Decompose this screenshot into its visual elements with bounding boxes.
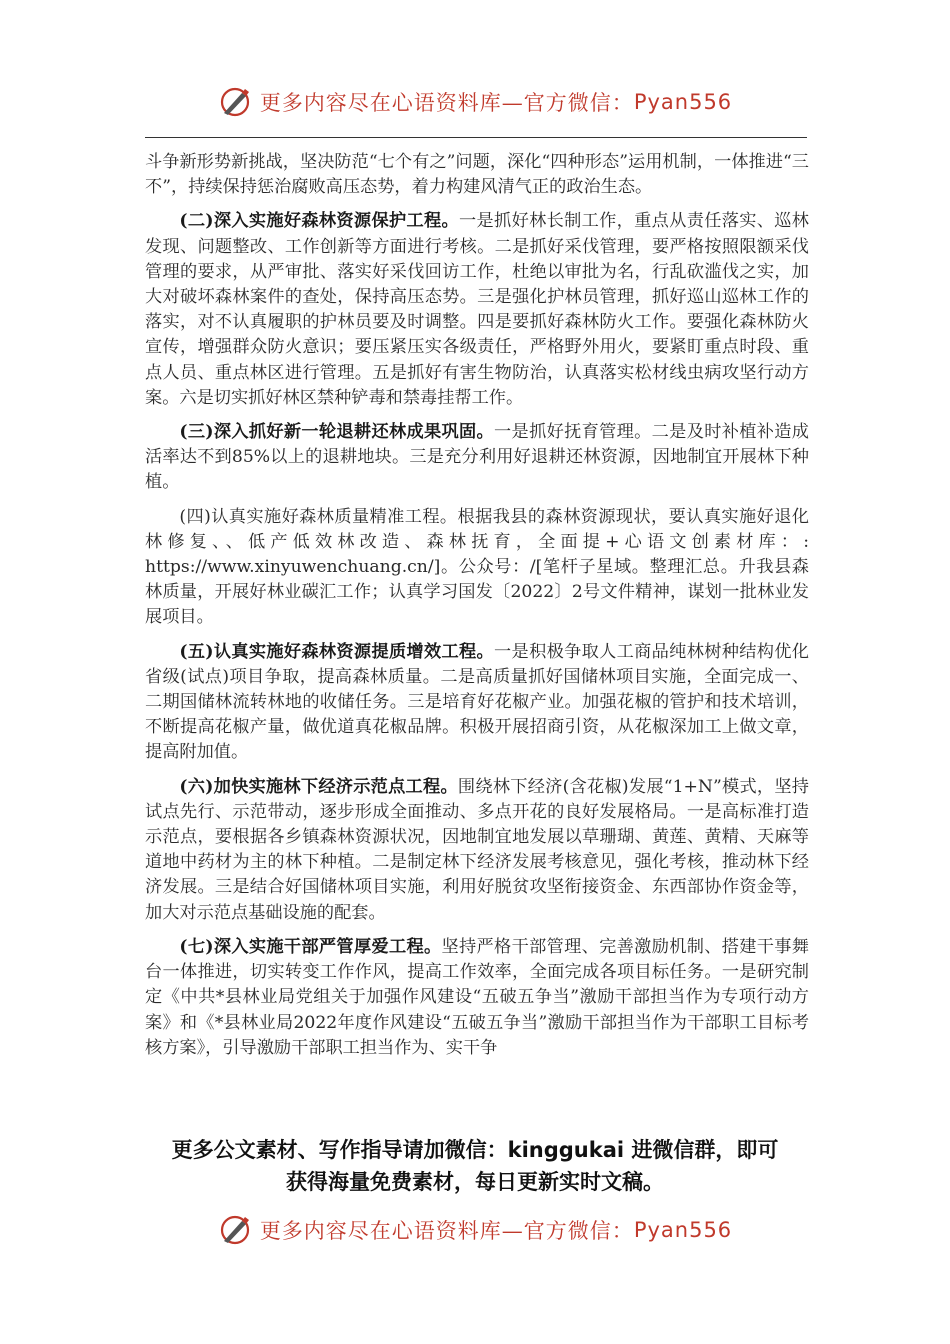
header-divider: [145, 137, 807, 138]
header-banner: [0, 80, 950, 124]
notice-line-2: 获得海量免费素材，每日更新实时文稿。: [286, 1170, 664, 1194]
paragraph-body: 一是抓好抚育管理。二是及时补植补造成活率达不到85%以上的退耕地块。三是充分利用好退耕还林资源，因地制宜开展林下种植。: [145, 422, 809, 493]
paragraph-body: (四)认真实施好森林质量精准工程。根据我县的森林资源现状，要认真实施好退化林修复、、低产低效林改造、森林抚育，全面提+心语文创素材库：: https://www.xinyuwenchuang.cn/]。公众号：/[笔杆子星域。整理汇总。升我县森林质量，开展好林业碳汇工作；认真学习国发〔2022〕2号文件精神，谋划一批林业发展项目。: [145, 506, 809, 628]
document-body: [145, 150, 809, 1070]
wechat-notice: [0, 1134, 950, 1198]
paragraph-heading: (五)认真实施好森林资源提质增效工程。: [179, 641, 495, 662]
notice-line-1: 更多公文素材、写作指导请加微信：kinggukai 进微信群，即可: [171, 1138, 779, 1162]
paragraph-heading: (六)加快实施林下经济示范点工程。: [179, 776, 458, 797]
paragraph-continuation: [145, 150, 809, 200]
pen-logo-icon: [218, 1213, 252, 1247]
wechat-id: Pyan556: [633, 1218, 733, 1242]
paragraph-section-2: [145, 209, 809, 411]
paragraph-section-5: [145, 640, 809, 766]
paragraph-heading: (七)深入实施干部严管厚爱工程。: [179, 936, 442, 957]
paragraph-heading: (三)深入抓好新一轮退耕还林成果巩固。: [179, 422, 495, 443]
paragraph-body: 一是抓好林长制工作，重点从责任落实、巡林发现、问题整改、工作创新等方面进行考核。二是抓好采伐管理，要严格按照限额采伐管理的要求，从严审批、落实好采伐回访工作，杜绝以审批为名，行乱砍滥伐之实，加大对破坏森林案件的查处，保持高压态势。三是强化护林员管理，抓好巡山巡林工作的落实，对不认真履职的护林员要及时调整。四是要抓好森林防火工作。要强化森林防火宣传，增强群众防火意识；要压紧压实各级责任，严格野外用火，要紧盯重点时段、重点人员、重点林区进行管理。五是抓好有害生物防治，认真落实松材线虫病攻坚行动方案。六是切实抓好林区禁种铲毒和禁毒挂帮工作。: [145, 211, 809, 408]
banner-text: 更多内容尽在心语资料库—官方微信：: [259, 91, 634, 115]
paragraph-section-4: [145, 505, 809, 631]
wechat-id: Pyan556: [633, 90, 733, 114]
paragraph-body: 斗争新形势新挑战，坚决防范“七个有之”问题，深化“四种形态”运用机制，一体推进“三不”，持续保持惩治腐败高压态势，着力构建风清气正的政治生态。: [145, 152, 809, 198]
footer-banner: [0, 1208, 950, 1252]
paragraph-heading: (二)深入实施好森林资源保护工程。: [179, 211, 460, 232]
paragraph-body: 围绕林下经济(含花椒)发展“1+N”模式，坚持试点先行、示范带动，逐步形成全面推动、多点开花的良好发展格局。一是高标准打造示范点，要根据各乡镇森林资源状况，因地制宜地发展以草珊瑚、黄莲、黄精、天麻等道地中药材为主的林下种植。二是制定林下经济发展考核意见，强化考核，推动林下经济发展。三是结合好国储林项目实施，利用好脱贫攻坚衔接资金、东西部协作资金等，加大对示范点基础设施的配套。: [145, 776, 809, 923]
paragraph-section-6: [145, 775, 809, 926]
paragraph-body: 一是积极争取人工商品纯林树种结构优化省级(试点)项目争取，提高森林质量。二是高质量抓好国储林项目实施，全面完成一、二期国储林流转林地的收储任务。三是培育好花椒产业。加强花椒的管护和技术培训，不断提高花椒产量，做优道真花椒品牌。积极开展招商引资，从花椒深加工上做文章，提高附加值。: [145, 641, 809, 763]
banner-text: 更多内容尽在心语资料库—官方微信：: [259, 1219, 634, 1243]
paragraph-section-3: [145, 420, 809, 496]
pen-logo-icon: [218, 85, 252, 119]
paragraph-section-7: [145, 935, 809, 1061]
paragraph-body: 坚持严格干部管理、完善激励机制、搭建干事舞台一体推进，切实转变工作作风，提高工作效率，全面完成各项目标任务。一是研究制定《中共*县林业局党组关于加强作风建设“五破五争当”激励干部担当作为专项行动方案》和《*县林业局2022年度作风建设“五破五争当”激励干部担当作为干部职工目标考核方案》，引导激励干部职工担当作为、实干争: [145, 936, 809, 1058]
